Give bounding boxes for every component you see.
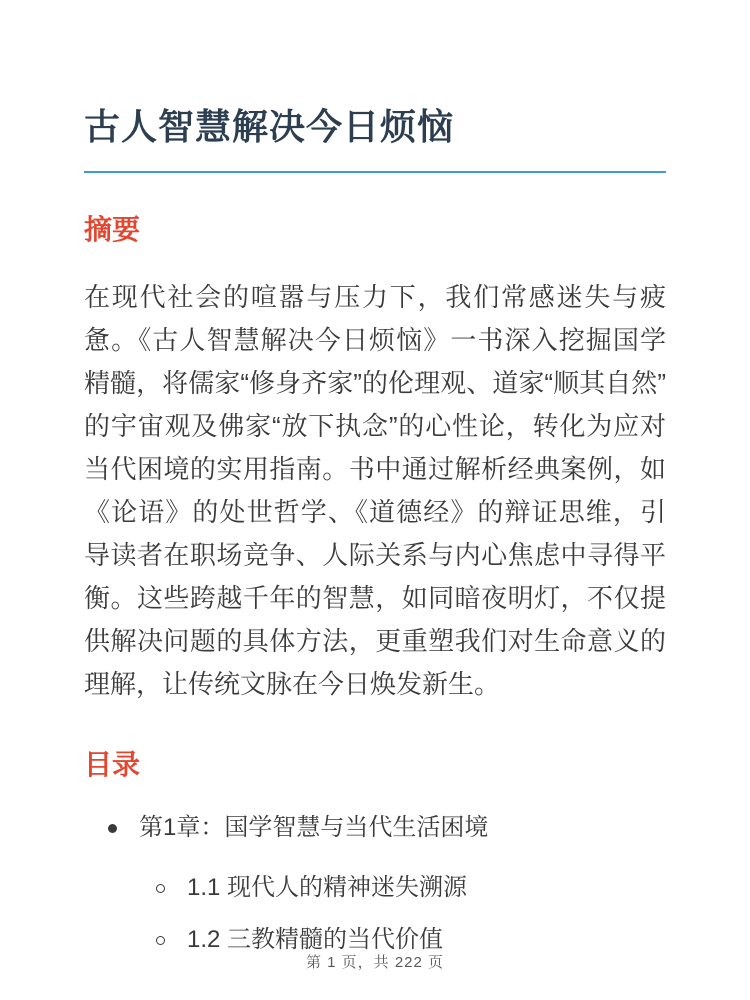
toc-item-label: 第1章：国学智慧与当代生活困境	[139, 813, 489, 841]
title-divider	[84, 171, 666, 173]
toc-item-section-1-1	[84, 871, 666, 905]
toc-item-label: 1.2 三教精髓的当代价值	[187, 925, 444, 953]
page-number-footer: 第 1 页，共 222 页	[305, 954, 445, 971]
circle-bullet-icon	[156, 936, 165, 945]
abstract-paragraph: 在现代社会的喧嚣与压力下，我们常感迷失与疲惫。《古人智慧解决今日烦恼》一书深入挖掘国学精髓，将儒家“修身齐家”的伦理观、道家“顺其自然”的宇宙观及佛家“放下执念”的心性论，转化为应对当代困境的实用指南。书中通过解析经典案例，如《论语》的处世哲学、《道德经》的辩证思维，引导读者在职场竞争、人际关系与内心焦虑中寻得平衡。这些跨越千年的智慧，如同暗夜明灯，不仅提供解决问题的具体方法，更重塑我们对生命意义的理解，让传统文脉在今日焕发新生。	[84, 281, 666, 699]
bullet-icon	[108, 824, 117, 833]
toc-item-chapter-1	[84, 811, 666, 845]
toc-list	[84, 811, 666, 957]
abstract-heading: 摘要	[84, 214, 141, 245]
page-title: 古人智慧解决今日烦恼	[84, 106, 455, 147]
circle-bullet-icon	[156, 884, 165, 893]
toc-item-label: 1.1 现代人的精神迷失溯源	[187, 873, 468, 901]
toc-heading: 目录	[84, 748, 141, 780]
